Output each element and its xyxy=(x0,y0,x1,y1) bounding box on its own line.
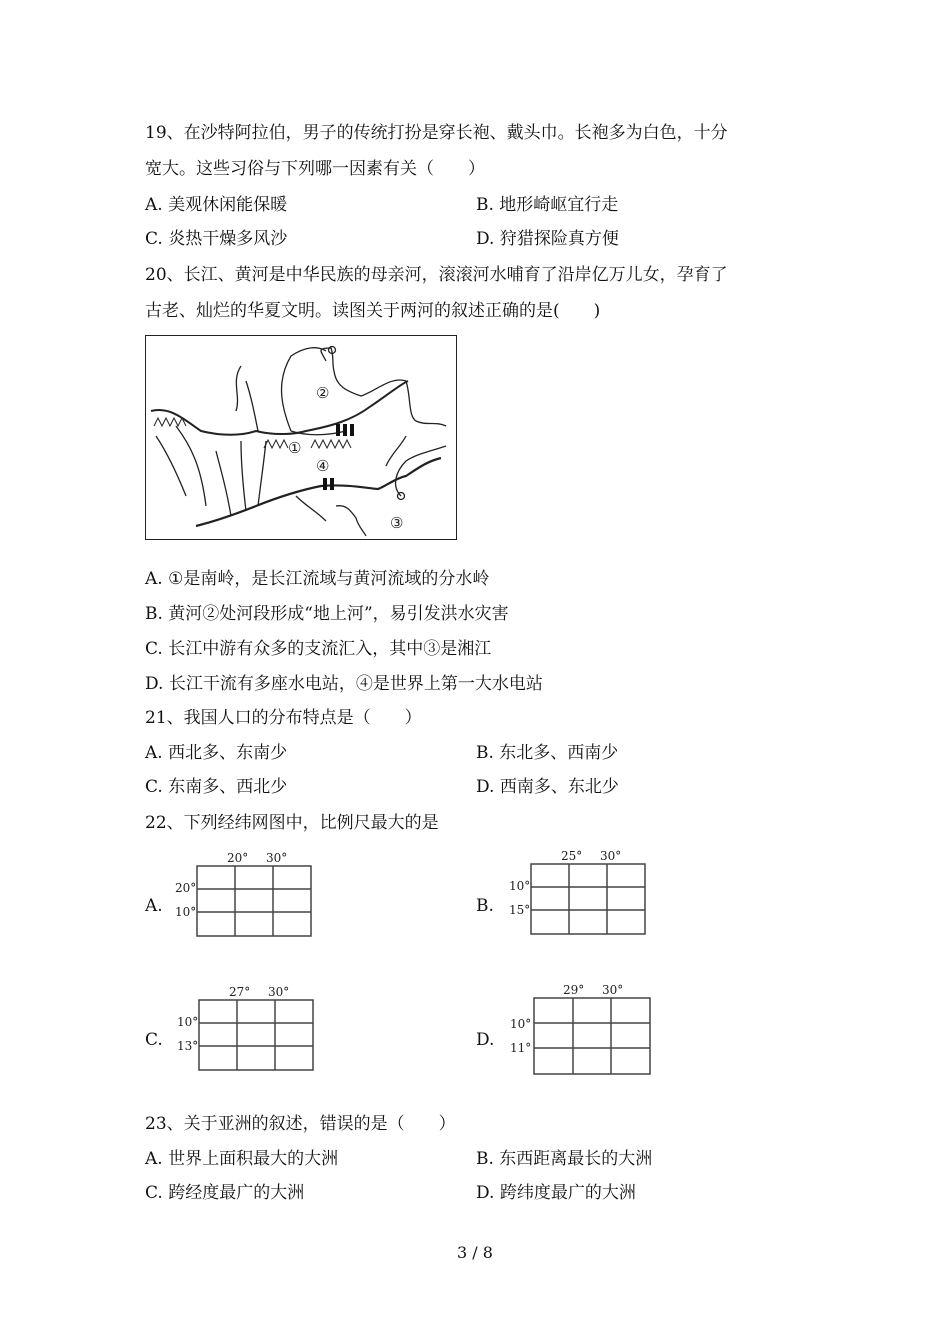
grid-d-lat2: 11° xyxy=(510,1041,532,1055)
grid-b-lon2: 30° xyxy=(600,849,622,863)
grid-b-lon1: 25° xyxy=(561,849,583,863)
q21-option-c: C. 东南多、西北少 xyxy=(145,777,288,797)
q21-option-d: D. 西南多、东北少 xyxy=(476,777,619,797)
grid-c xyxy=(174,980,324,1078)
q23-stem: 23、关于亚洲的叙述，错误的是（ ） xyxy=(145,1114,456,1134)
q22-stem: 22、下列经纬网图中，比例尺最大的是 xyxy=(145,813,439,833)
map-label-2: ② xyxy=(316,384,330,402)
grid-a xyxy=(172,846,322,944)
grid-a-lon1: 20° xyxy=(227,851,249,865)
q20-option-a: A. ①是南岭，是长江流域与黄河流域的分水岭 xyxy=(145,569,490,589)
grid-c-lat1: 10° xyxy=(177,1015,199,1029)
q21-option-b: B. 东北多、西南少 xyxy=(476,743,619,763)
grid-c-lon2: 30° xyxy=(268,985,290,999)
grid-d xyxy=(510,978,660,1080)
q19-option-b: B. 地形崎岖宜行走 xyxy=(476,195,619,215)
river-map xyxy=(145,335,457,540)
q20-option-b: B. 黄河②处河段形成“地上河”，易引发洪水灾害 xyxy=(145,604,509,624)
grid-c-label: C. xyxy=(145,1030,163,1050)
grid-b-lat1: 10° xyxy=(509,879,531,893)
q19-option-d: D. 狩猎探险真方便 xyxy=(476,229,619,249)
grid-b-label: B. xyxy=(476,896,494,916)
grid-b xyxy=(506,844,656,942)
grid-c-lon1: 27° xyxy=(229,985,251,999)
q23-option-a: A. 世界上面积最大的大洲 xyxy=(145,1149,339,1169)
q19-stem-line1: 19、在沙特阿拉伯，男子的传统打扮是穿长袍、戴头巾。长袍多为白色，十分 xyxy=(145,123,728,143)
q23-option-d: D. 跨纬度最广的大洲 xyxy=(476,1183,636,1203)
grid-d-label: D. xyxy=(476,1030,495,1050)
map-label-3: ③ xyxy=(390,514,404,532)
river-map-drawing xyxy=(146,336,455,538)
q23-option-b: B. 东西距离最长的大洲 xyxy=(476,1149,653,1169)
grid-a-lon2: 30° xyxy=(266,851,288,865)
q19-stem-line2: 宽大。这些习俗与下列哪一因素有关（ ） xyxy=(145,159,485,179)
q20-stem-line1: 20、长江、黄河是中华民族的母亲河，滚滚河水哺育了沿岸亿万儿女，孕育了 xyxy=(145,265,728,285)
q23-option-c: C. 跨经度最广的大洲 xyxy=(145,1183,305,1203)
grid-a-lat1: 20° xyxy=(175,881,197,895)
grid-d-lon2: 30° xyxy=(602,983,624,997)
q20-option-d: D. 长江干流有多座水电站，④是世界上第一大水电站 xyxy=(145,674,543,694)
q19-option-a: A. 美观休闲能保暖 xyxy=(145,195,288,215)
page-number: 3 / 8 xyxy=(457,1243,493,1262)
grid-d-lat1: 10° xyxy=(510,1017,532,1031)
grid-a-lat2: 10° xyxy=(175,905,197,919)
grid-c-lat2: 13° xyxy=(177,1039,199,1053)
q21-stem: 21、我国人口的分布特点是（ ） xyxy=(145,708,422,728)
q20-stem-line2: 古老、灿烂的华夏文明。读图关于两河的叙述正确的是( ) xyxy=(145,301,601,321)
q21-option-a: A. 西北多、东南少 xyxy=(145,743,288,763)
grid-d-lon1: 29° xyxy=(563,983,585,997)
grid-b-lat2: 15° xyxy=(509,903,531,917)
q19-option-c: C. 炎热干燥多风沙 xyxy=(145,229,288,249)
map-label-4: ④ xyxy=(316,457,330,475)
map-label-1: ① xyxy=(288,439,302,457)
grid-a-label: A. xyxy=(145,896,163,916)
q20-option-c: C. 长江中游有众多的支流汇入，其中③是湘江 xyxy=(145,639,492,659)
